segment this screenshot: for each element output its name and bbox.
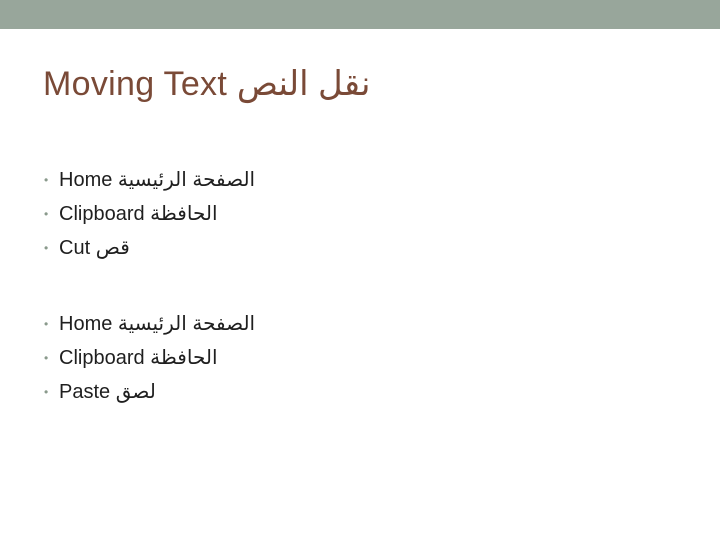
bullet-list — [44, 163, 255, 409]
bullet-icon: • — [44, 351, 49, 365]
bullet-item-clipboard-2 — [44, 341, 255, 375]
bullet-text: Paste لصق — [59, 381, 156, 403]
bullet-item-home — [44, 163, 255, 197]
bullet-item-home-2 — [44, 307, 255, 341]
bullet-icon: • — [44, 385, 49, 399]
bullet-icon: • — [44, 207, 49, 221]
bullet-item-clipboard — [44, 197, 255, 231]
bullet-item-paste — [44, 375, 255, 409]
slide-title: Moving Text نقل النص — [43, 65, 371, 103]
bullet-text: Home الصفحة الرئيسية — [59, 169, 256, 191]
bullet-icon: • — [44, 173, 49, 187]
bullet-item-cut — [44, 231, 255, 265]
bullet-text: Clipboard الحافظة — [59, 203, 218, 225]
bullet-text: Clipboard الحافظة — [59, 347, 218, 369]
bullet-text: Home الصفحة الرئيسية — [59, 313, 256, 335]
bullet-icon: • — [44, 317, 49, 331]
top-color-band — [0, 0, 720, 29]
bullet-icon: • — [44, 241, 49, 255]
bullet-text: Cut قص — [59, 237, 130, 259]
